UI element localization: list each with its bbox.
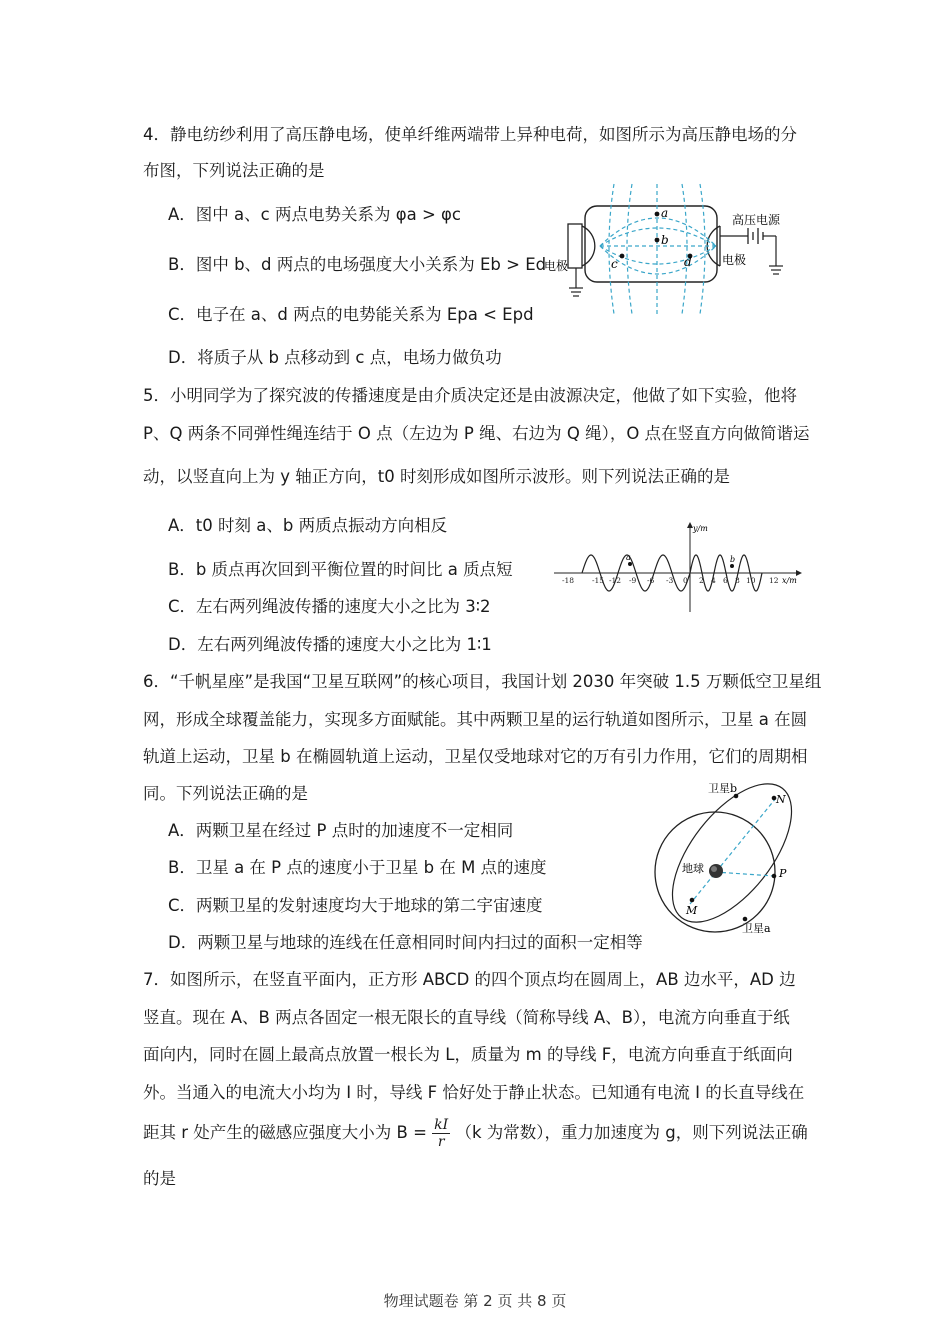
q4-label-electrode-left: 电极 xyxy=(544,259,569,273)
q5-tick: -12 xyxy=(609,576,622,585)
q7-fraction-numerator: kI xyxy=(434,1117,449,1133)
q5-x-label: x/m xyxy=(782,576,797,585)
q6-stem-line2: 网，形成全球覆盖能力，实现多方面赋能。其中两颗卫星的运行轨道如图所示，卫星 a 在圆 xyxy=(143,710,808,729)
q5-tick: 12 xyxy=(769,576,779,585)
q6-label-earth: 地球 xyxy=(682,862,704,875)
q5-tick: 0 xyxy=(683,576,688,585)
q5-point-a: a xyxy=(626,553,631,562)
q7-line5-pre: 距其 r 处产生的磁感应强度大小为 B = xyxy=(143,1123,427,1142)
q7-stem-line5 xyxy=(143,1117,808,1150)
page-footer: 物理试题卷 第 2 页 共 8 页 xyxy=(383,1292,567,1310)
q7-stem-line2: 竖直。现在 A、B 两点各固定一根无限长的直导线（简称导线 A、B），电流方向垂直于纸 xyxy=(143,1008,790,1027)
q5-point-b: b xyxy=(730,555,736,564)
q4-stem-line1: 4．静电纺纱利用了高压静电场，使单纤维两端带上异种电荷，如图所示为高压静电场的分 xyxy=(143,125,797,144)
q5-tick: 2 xyxy=(699,576,704,585)
q4-label-source: 高压电源 xyxy=(732,213,781,227)
q5-stem-line1: 5．小明同学为了探究波的传播速度是由介质决定还是由波源决定，他做了如下实验，他将 xyxy=(143,386,797,405)
q5-option-a: A．t0 时刻 a、b 两质点振动方向相反 xyxy=(168,516,448,535)
q5-tick: 4 xyxy=(711,576,716,585)
q6-label-sat-a: 卫星a xyxy=(742,922,771,935)
q6-point-n: N xyxy=(776,793,786,806)
q5-tick: -6 xyxy=(647,576,655,585)
q4-point-a: a xyxy=(661,206,669,220)
q6-stem-line4: 同。下列说法正确的是 xyxy=(143,784,308,803)
q7-stem-line4: 外。当通入的电流大小均为 I 时，导线 F 恰好处于静止状态。已知通有电流 I 的长直导线在 xyxy=(143,1083,805,1102)
q7-fraction xyxy=(432,1117,450,1150)
q4-option-a: A．图中 a、c 两点电势关系为 φa > φc xyxy=(168,205,461,224)
q5-option-d: D．左右两列绳波传播的速度大小之比为 1∶1 xyxy=(168,635,492,654)
q6-point-p: P xyxy=(779,867,787,880)
q4-point-c: c xyxy=(611,257,618,271)
q5-stem-line2: P、Q 两条不同弹性绳连结于 O 点（左边为 P 绳、右边为 Q 绳），O 点在竖直方向做简谐运 xyxy=(143,424,810,443)
q7-stem-line6: 的是 xyxy=(143,1169,176,1188)
q5-tick: 10 xyxy=(746,576,756,585)
q4-option-d: D．将质子从 b 点移动到 c 点，电场力做负功 xyxy=(168,348,502,367)
q5-y-label: y/m xyxy=(693,524,708,533)
q5-tick: -3 xyxy=(666,576,674,585)
q5-tick: -9 xyxy=(629,576,637,585)
q5-tick: -15 xyxy=(592,576,605,585)
q5-tick: 6 xyxy=(723,576,728,585)
q6-option-b: B．卫星 a 在 P 点的速度小于卫星 b 在 M 点的速度 xyxy=(168,858,547,877)
q4-label-electrode-right: 电极 xyxy=(722,253,747,267)
q6-point-m: M xyxy=(686,904,698,917)
q6-stem-line3: 轨道上运动，卫星 b 在椭圆轨道上运动，卫星仅受地球对它的万有引力作用，它们的周期相 xyxy=(143,747,808,766)
q5-option-c: C．左右两列绳波传播的速度大小之比为 3∶2 xyxy=(168,597,491,616)
q5-tick: 8 xyxy=(735,576,740,585)
q4-option-b: B．图中 b、d 两点的电场强度大小关系为 Eb > Ed xyxy=(168,255,547,274)
q6-label-sat-b: 卫星b xyxy=(708,782,738,795)
q5-tick: -18 xyxy=(562,576,575,585)
q6-stem-line1: 6．“千帆星座”是我国“卫星互联网”的核心项目，我国计划 2030 年突破 1.5 万颗低空卫星组 xyxy=(143,672,822,691)
q4-point-d: d xyxy=(684,255,692,269)
q5-stem-line3: 动，以竖直向上为 y 轴正方向，t0 时刻形成如图所示波形。则下列说法正确的是 xyxy=(143,467,730,486)
q7-fraction-denominator: r xyxy=(437,1134,445,1150)
q6-option-d: D．两颗卫星与地球的连线在任意相同时间内扫过的面积一定相等 xyxy=(168,933,643,952)
q5-option-b: B．b 质点再次回到平衡位置的时间比 a 质点短 xyxy=(168,560,513,579)
q4-option-c: C．电子在 a、d 两点的电势能关系为 Epa < Epd xyxy=(168,305,534,324)
q6-option-a: A．两颗卫星在经过 P 点时的加速度不一定相同 xyxy=(168,821,514,840)
q7-stem-line3: 面向内，同时在圆上最高点放置一根长为 L，质量为 m 的导线 F，电流方向垂直于纸面向 xyxy=(143,1045,793,1064)
q6-orbit-figure xyxy=(650,776,800,940)
q5-wave-figure xyxy=(552,520,802,620)
q7-line5-post: （k 为常数），重力加速度为 g，则下列说法正确 xyxy=(455,1123,808,1142)
q4-field-figure xyxy=(540,180,800,324)
q7-stem-line1: 7．如图所示，在竖直平面内，正方形 ABCD 的四个顶点均在圆周上，AB 边水平，AD 边 xyxy=(143,970,796,989)
q4-point-b: b xyxy=(661,233,669,247)
q6-option-c: C．两颗卫星的发射速度均大于地球的第二宇宙速度 xyxy=(168,896,543,915)
q4-stem-line2: 布图，下列说法正确的是 xyxy=(143,161,325,180)
